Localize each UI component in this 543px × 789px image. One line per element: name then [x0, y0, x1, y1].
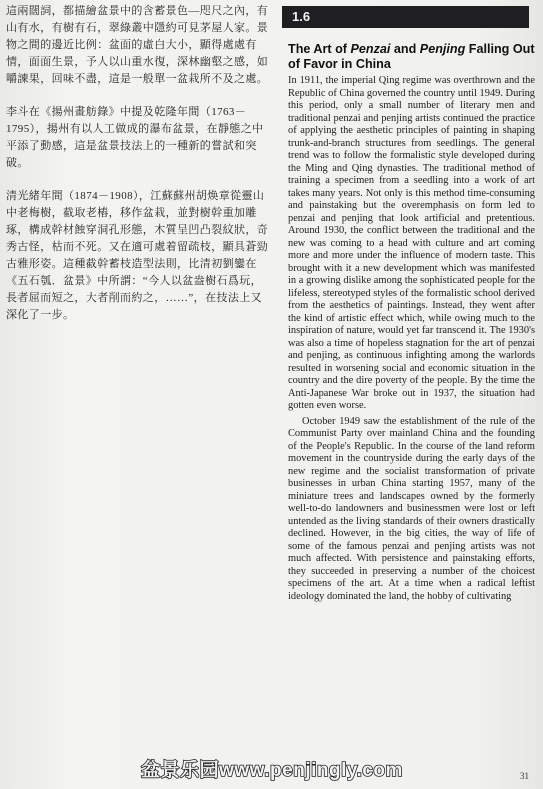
- chinese-column: [0, 0, 276, 327]
- title-penjing: Penjing: [419, 42, 466, 56]
- english-paragraph-1: In 1911, the imperial Qing regime was overthrown and the Republic of China governed the country until 1949. During this period, only a small number of literary men and traditional penzai and penjing artists continued the practice of applying the aesthetic principles of painting in shaping trunk-and-branch structures from seedlings. The general trend was to follow the formalistic style developed during the Ming and Qing dynasties. The traditional method of training a specimen from a seedling into a work of art takes many years. Not only is this method time-consuming and painstaking but the overemphasis on form led to penzai and penjing that look artificial and pretentious. Around 1930, the conflict between the traditional and the new was coming to a head with culture and art coming more and more under the influence of modern taste. This brought with it a new development which was manifested in a growing dislike among the sophisticated people for the lifeless, stereotyped styles of the formalistic school derived from the aesthetics of paintings. Instead, they went after the kind of artistic effect which, while owing much to the inspiration of nature, would yet far transcend it. The 1930's was also a time of hopeless stagnation for the art of penzai and penjing, as continuous infighting among the warlords resulted in worsening social and economic situation in the country and the dire poverty of the people. By the time the Anti-Japanese War broke out in 1937, the situation had gotten even worse.: [288, 75, 535, 411]
- site-watermark: 盆景乐园www.penjingly.com: [141, 760, 403, 781]
- section-number: 1.6: [292, 9, 311, 24]
- section-title: [288, 42, 541, 72]
- english-paragraph-2: October 1949 saw the establishment of the rule of the Communist Party over mainland China and the founding of the People's Republic. In the course of the land reform movement in the countryside during the early days of the new regime and the socialist transformation of private businesses in urban China starting 1957, many of the miniature trees and landscapes owned by the formerly well-to-do landowners and businessmen were lost or left untended as the living standards of their owners drastically declined. However, in the big cities, the way of life of some of the famous penzai and penjing artists was not much affected. With persistence and painstaking efforts, they succeeded in preserving a number of the choicest specimens of the art. At a time when a radical leftist ideology dominated the land, the hobby of cultivating: [288, 415, 535, 602]
- section-number-bar: [282, 6, 529, 28]
- chinese-paragraph-3: 清光緒年間（1874－1908），江蘇蘇州胡焕章從靈山中老梅樹，截取老樁，移作盆栽，並對樹幹重加雕琢，構成幹材蝕穿洞孔形態，木質呈凹凸裂紋狀，奇秀古怪，枯而不死。又在適可處着留疏枝，顯具蒼勁古雅形姿。這種截幹蓄枝造型法則，比清初劉鑾在《五石瓠．盆景》中所謂：“今人以盆盎樹石爲玩，長者屈而短之，大者削而約之，……”，在技法上又深化了一步。: [6, 190, 269, 321]
- title-penzai: Penzai: [350, 42, 391, 56]
- title-and: and: [390, 42, 420, 56]
- english-body: [288, 75, 535, 603]
- chinese-paragraph-1: 這兩闊詞，都描繪盆景中的含蓄景色—咫尺之內，有山有水，有樹有石，翠綠叢中隱約可見茅屋人家。景物之間的邊近比例：盆面的虛白大小，顯得處處有情，面面生景，予人以山重水復，深林幽壑之感，如嚼諫果，回味不盡，這是一般單一盆栽所不及之處。: [6, 5, 269, 85]
- english-column: [282, 0, 541, 603]
- page-number: 31: [520, 771, 529, 781]
- title-part-1: The Art of: [288, 42, 351, 56]
- chinese-paragraph-2: 李斗在《揚州畫舫錄》中提及乾隆年間（1763－1795），揚州有以人工做成的瀑布盆景，在靜態之中平添了動感，這是盆景技法上的一種新的嘗試和突破。: [6, 106, 264, 169]
- title-part-2: Falling Out of Favor in China: [288, 42, 535, 71]
